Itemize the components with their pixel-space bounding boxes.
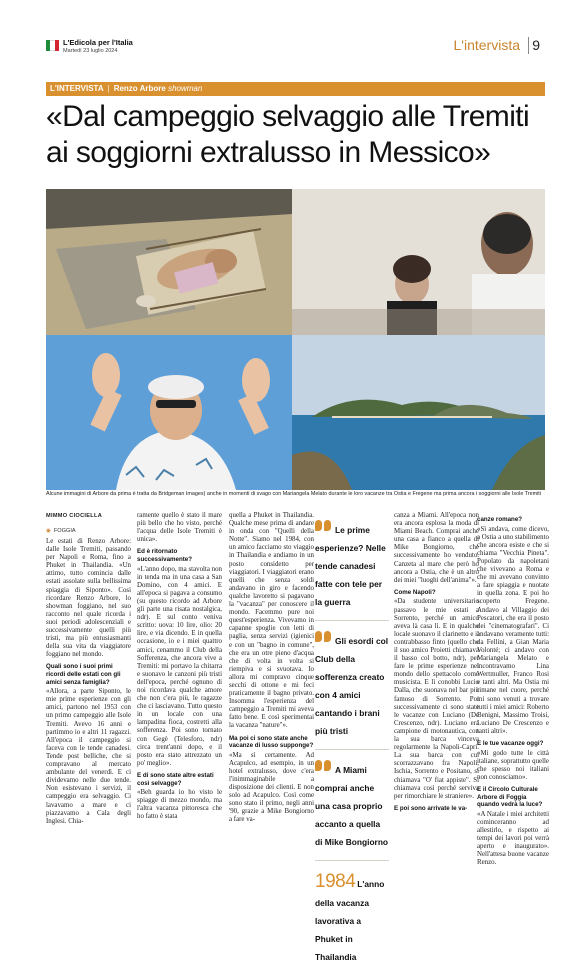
paragraph: «Allora, a parte Siponto, le mie prime esperienze con gli amici, partono nel 1953 con un primo campeggio alle Isole Tremiti. Avevo 16 anni e partimmo io e altri 11 ragazzi. All'epoca il campeggio si faceva con le tende canadesi. Tende post belliche, che si compravano al mercato ambulante del venerdì. E ci dividevamo nelle due tende. Non esistevano i servizi, il campeggio era selvaggio. Ci lavavamo a mare e ci piazzavamo a Cala degli Inglesi. Chia- — [46, 688, 131, 825]
pull-quotes — [315, 520, 389, 975]
dateline — [46, 528, 76, 534]
interview-question: Come Napoli? — [394, 588, 436, 596]
interview-question: E di sono state altre estati così selvagge? — [137, 771, 214, 787]
interview-question: E poi sono arrivate le va- — [394, 804, 468, 812]
interview-question: Quali sono i suoi primi ricordi delle estati con gli amici senza famiglia? — [46, 663, 121, 686]
year-highlight — [315, 871, 389, 965]
quote-divider — [315, 860, 389, 861]
article-column-3 — [229, 512, 314, 827]
article-column-4 — [394, 512, 479, 814]
publication-name: L'Edicola per l'Italia — [63, 38, 133, 47]
paragraph: ramente quello è stato il mare più bello che ho visto, perché l'acqua delle Isole Tremiti è unica». — [137, 512, 222, 544]
photo-beach-deckchair — [46, 189, 292, 335]
quote-mark-icon — [315, 760, 333, 776]
highlight-year: 1984 — [315, 871, 356, 892]
article-column-2 — [137, 512, 222, 823]
kicker — [50, 83, 202, 95]
italian-flag-icon — [46, 40, 59, 51]
headline: «Dal campeggio selvaggio alle Tremiti ai soggiorni extralusso in Messico» — [46, 100, 530, 169]
pull-quote — [315, 520, 389, 610]
interview-question: E il Circolo Culturale Arbore di Foggia quando vedrà la luce? — [477, 786, 543, 809]
paragraph: «L'anno dopo, ma stavolta non in tenda ma in una casa a San Domino, con 4 amici. E all'epoca si pagava a consumo (su questo ricordo ad Arbore gli parte una risata nostalgica, ndr). E sul conto veniva scritto: uova: 10 lire, olio: 20 lire, e via dicendo. E in quella occasione, io e i miei quattro amici, cenammo il Club della Sofferenza, che ancora vive a Tremiti: mi portavo la chitarra e suonavo le canzoni più tristi dell'epoca, perché ognuno di noi ricordava qualche amore che non c'era più, le ragazze che ci lasciavano. Tutto questo in un locale con una lampadina fioca, costretti alla sofferenza. Poi sono tornato con Gegè (Telesforo, ndr) circa trent'anni dopo, e il posto era stato attrezzato un po' meglio». — [137, 565, 222, 767]
page-number: 9 — [532, 37, 540, 53]
quote-divider — [315, 620, 389, 621]
article-column-5 — [477, 512, 549, 869]
pull-quote-text: A Miami comprai anche una casa proprio accanto a quella di Mike Bongiorno — [315, 765, 389, 847]
paragraph: «Beh guarda io ho visto le spiagge di mezzo mondo, ma l'altra vacanza pittoresca che ho fatto è stata — [137, 789, 222, 821]
interview-question: Ma poi ci sono state anche vacanze di lusso supponge? — [229, 734, 314, 750]
kicker-separator: | — [107, 84, 110, 93]
interview-question: E le tue vacanze oggi? — [477, 740, 544, 748]
photo-caption: Alcune immagini di Arbore da prima è tratta da Bridgeman Images) anche in momenti di svago con Mariangela Melato durante le loro vacanze tra Ostia e Fregene ma prima ancora i soggiorni alle Isole Tremiti — [46, 491, 541, 497]
photo-arbore-illustration — [46, 335, 292, 490]
kicker-role: showman — [168, 84, 203, 93]
quote-divider — [315, 749, 389, 750]
pull-quote-text: Gli esordi col Club della sofferenza creato con 4 amici cantando i brani più tristi — [315, 636, 389, 736]
photo-arbore-waving — [46, 335, 292, 490]
photo-couple — [292, 189, 545, 335]
photo-couple-illustration — [292, 189, 545, 335]
quote-mark-icon — [315, 631, 333, 647]
pull-quote-text: Le prime esperienze? Nelle tende canadesi fatte con tele per la guerra — [315, 525, 386, 607]
paragraph: Le estati di Renzo Arbore: dalle Isole Tremiti, passando per Napoli e Roma, fino a Phuket in Thailandia. «Un attimo, tutto comincia dalle estati assolate sulla bellissima spiaggia di Siponto». Così ricordare Renzo Arbore, lo showman foggiano, nel suo racconto nel quale ricorda i suoi periodi adolescenziali e successivamente quelli più tristi, ma più entusiasmanti della sua vita da viaggiatore foggiano nel mondo. — [46, 538, 131, 659]
kicker-person: Renzo Arbore — [113, 84, 166, 93]
photo-beach-illustration — [46, 189, 292, 335]
paragraph: quella a Phuket in Thailandia. Qualche mese prima di andare in onda con "Quelli della Notte". Siamo nel 1984, con un amico facciamo sto viaggio in Thailandia e andiamo in un posto considetto per viaggiatori. I viaggiatori erano quelli che senza soldi andavano in giro e facendo qualche lavoretto si pagavano la "vacanza" per conoscere il mondo. Facemmo pure noi quest'esperienza. Vivevamo in capanne spoglie con letti di paglia, senza servizi (igienici e con un "bagno in comune", che era un otre pieno d'acqua che di volta in volta si riempiva e si svuotava. Io allora mi compravo cinque secchi di ottone e mi feci praticamente il bagno privato. Insomma l'esperienza del campeggio a Tremiti mi aveva fatto bene. E così sperimentai la vacanza "nature"». — [229, 512, 314, 730]
quote-mark-icon — [315, 520, 333, 536]
flag-stripe-red — [55, 40, 59, 51]
paragraph: «Mi godo tutte le città italiane, soprattutto quelle che spesso noi italiani non conosciamo». — [477, 749, 549, 781]
paragraph: «Ma sì certamente. Ad Acapulco, ad esempio, in un hotel extralusso, dove c'era l'inimmaginabile a disposizione dei clienti. E non solo ad Acapulco. Così come sono stato il primo, negli anni '90, grazie a Mike Bongiorno a fare va- — [229, 751, 314, 824]
publication-date: Martedì 23 luglio 2024 — [63, 48, 118, 54]
highlight-text: L'anno della vacanza lavorativa a Phuket in Thailandia — [315, 879, 385, 962]
article-column-1 — [46, 538, 131, 828]
interview-question: canze romane? — [477, 516, 523, 523]
paragraph: canza a Miami. All'epoca non era ancora esplosa la moda di Miami Beach. Comprai anche una casa a fianco a quella di Mike Bongiorno, che successivamente ho venduto. Canzeta al mare che però ho ancora a Ostia, che è un altro dei miei "luoghi dell'anima"». — [394, 512, 479, 584]
masthead-divider — [528, 37, 529, 54]
dateline-city: FOGGIA — [53, 528, 76, 534]
kicker-label: L'INTERVISTA — [50, 84, 104, 93]
photo-islands-illustration — [292, 335, 545, 490]
section-label: L'intervista — [453, 37, 520, 53]
paragraph: «Sì andava, come dicevo, a Ostia a uno stabilimento che ancora esiste e che si chiama "Vecchia Pineta". Popolato da napoletani che vivevano a Roma e che mi avevano convinto a fare spiaggia e nuotate in quella zona. E poi ho scoperto Fregene. Andavo al Villaggio dei Pescatori, che era il posto dei "cinematografari". Ci andavano veramente tutti: da Fellini, a Gian Maria Volonté; ci andavo con Mariangela Melato e incontravamo Lina Wertmuller, Franco Rosi e tanti altri. Ma Ostia mi rimane nel cuore, perché mi sono venuti a trovare tutti i miei amici: Roberto Benigni, Massimo Troisi, Luciano De Crescenzo e tanti altri». — [477, 525, 549, 735]
pull-quote — [315, 631, 389, 739]
pull-quote — [315, 760, 389, 850]
photo-tremiti-islands — [292, 335, 545, 490]
interview-question: Ed è ritornato successivamente? — [137, 548, 193, 563]
paragraph: «Da studente universitario passavo le mie estati a Sorrento, perché un amico aveva là casa lì. E in qualche locale suonavo il clarinetto e il contrabbasso finto (quello che il suo amico Proietti chiamava il basso col botto, ndr), per fare le prime esperienze nel mondo dello spettacolo come musicista. E lì conobbi Lucio Dalla, che suonava nel bar più famoso di Sorrento. Poi successivamente ci sono state le vacanze con Luciano (De Crescenzo, ndr). Luciano era campione di motonautica, con la sua barca vinceva regolarmente la Napoli-Capri. La sua barca con cui scorrazzavano fra Napoli, Ischia, Sorrento e Positano, si chiamava "O' fiat appiste". Si chiamava così perché serviva per rimorchiare le straniere». — [394, 598, 479, 800]
location-pin-icon: ◉ — [46, 528, 51, 534]
byline: MIMMO CIOCIELLA — [46, 513, 103, 519]
paragraph: «A Natale i miei architetti cominceranno ad allestirlo, e rispetto ai tempi dei lavori poi verrà aperto e inaugurato». Nell'attesa buone vacanze Renzo. — [477, 810, 549, 867]
